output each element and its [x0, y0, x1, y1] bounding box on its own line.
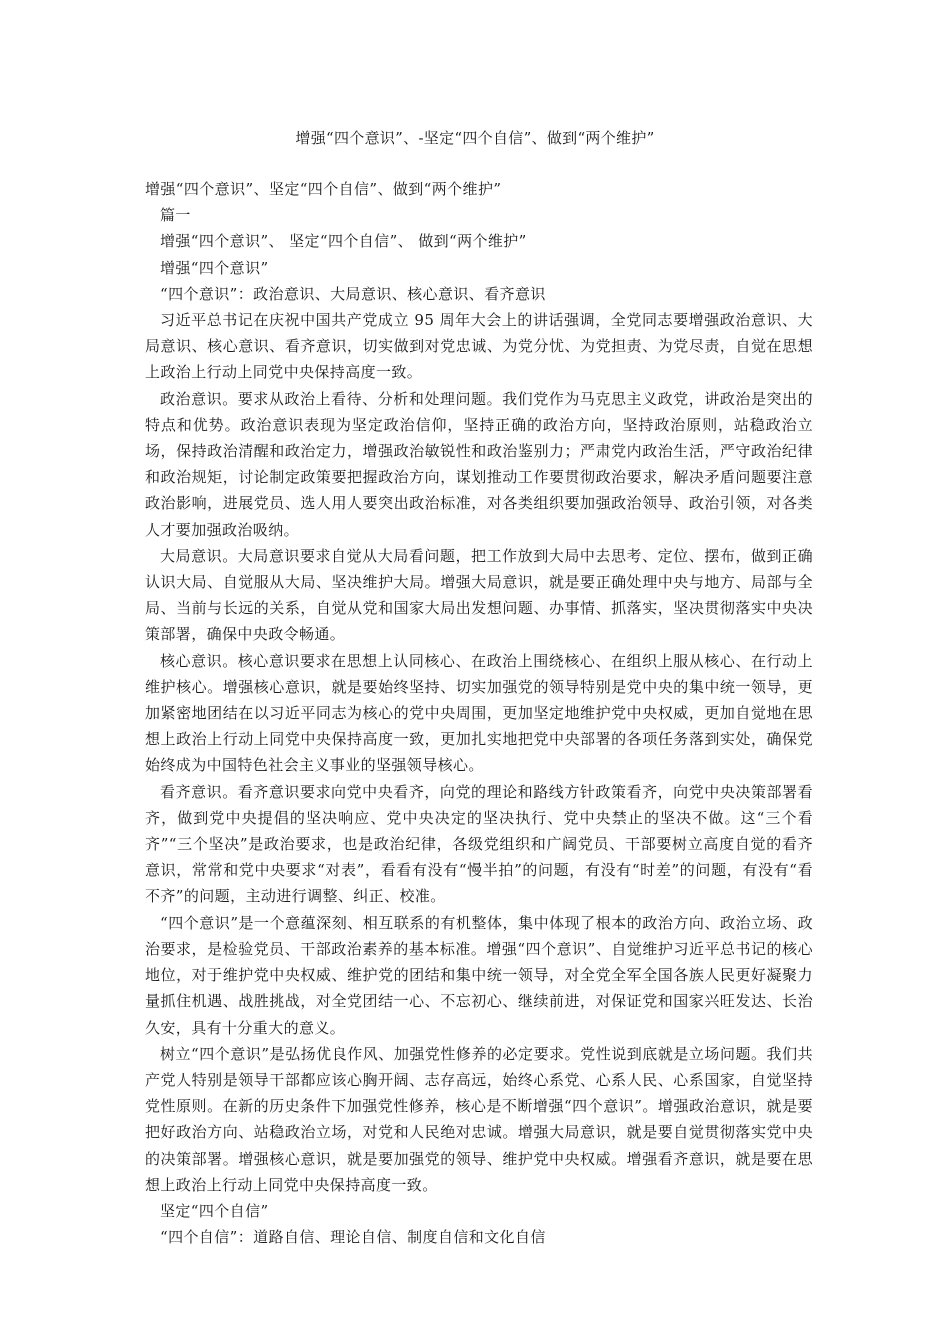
section-label: 篇一: [160, 206, 191, 225]
document-body: [145, 176, 813, 1250]
body-paragraph: 政治意识。要求从政治上看待、分析和处理问题。我们党作为马克思主义政党，讲政治是突出的特点和优势。政治意识表现为坚定政治信仰，坚持正确的政治方向，坚持政治原则，站稳政治立场，保持政治清醒和政治定力，增强政治敏锐性和政治鉴别力；严肃党内政治生活，严守政治纪律和政治规矩，讨论制定政策要把握政治方向，谋划推动工作要贯彻政治要求，解决矛盾问题要注意政治影响，进展党员、选人用人要突出政治标准，对各类组织要加强政治领导、政治引领，对各类人才要加强政治吸纳。: [145, 389, 813, 539]
subheading-four-confidences: 坚定“四个自信”: [160, 1201, 269, 1220]
definition-four-confidences: “四个自信”：道路自信、理论自信、制度自信和文化自信: [160, 1228, 546, 1247]
body-paragraph: “四个意识”是一个意蕴深刻、相互联系的有机整体，集中体现了根本的政治方向、政治立场、政治要求，是检验党员、干部政治素养的基本标准。增强“四个意识”、自觉维护习近平总书记的核心地位，对于维护党中央权威、维护党的团结和集中统一领导，对全党全军全国各族人民更好凝聚力量抓住机遇、战胜挑战，对全党团结一心、不忘初心、继续前进，对保证党和国家兴旺发达、长治久安，具有十分重大的意义。: [145, 913, 813, 1037]
subheading-four-consciousness: 增强“四个意识”: [160, 258, 269, 277]
body-paragraph: 核心意识。核心意识要求在思想上认同核心、在政治上围绕核心、在组织上服从核心、在行动上维护核心。增强核心意识，就是要始终坚持、切实加强党的领导特别是党中央的集中统一领导，更加紧密地团结在以习近平同志为核心的党中央周围，更加坚定地维护党中央权威，更加自觉地在思想上政治上行动上同党中央保持高度一致，更加扎实地把党中央部署的各项任务落到实处，确保党始终成为中国特色社会主义事业的坚强领导核心。: [145, 651, 813, 775]
document-title: 增强“四个意识”、-坚定“四个自信”、做到“两个维护”: [295, 129, 655, 147]
definition-four-consciousness: “四个意识”：政治意识、大局意识、核心意识、看齐意识: [160, 284, 546, 303]
body-paragraph: 大局意识。大局意识要求自觉从大局看问题，把工作放到大局中去思考、定位、摆布，做到正确认识大局、自觉服从大局、坚决维护大局。增强大局意识，就是要正确处理中央与地方、局部与全局、当前与长远的关系，自觉从党和国家大局出发想问题、办事情、抓落实，坚决贯彻落实中央决策部署，确保中央政令畅通。: [145, 546, 813, 644]
heading-main: 增强“四个意识”、坚定“四个自信”、做到“两个维护”: [145, 180, 502, 198]
body-paragraph: 树立“四个意识”是弘扬优良作风、加强党性修养的必定要求。党性说到底就是立场问题。我们共产党人特别是领导干部都应该心胸开阔、志存高远，始终心系党、心系人民、心系国家，自觉坚持党性原则。在新的历史条件下加强党性修养，核心是不断增强“四个意识”。增强政治意识，就是要把好政治方向、站稳政治立场，对党和人民绝对忠诚。增强大局意识，就是要自觉贯彻落实党中央的决策部署。增强核心意识，就是要加强党的领导、维护党中央权威。增强看齐意识，就是要在思想上政治上行动上同党中央保持高度一致。: [145, 1044, 813, 1194]
body-paragraph: 习近平总书记在庆祝中国共产党成立 95 周年大会上的讲话强调，全党同志要增强政治意识、大局意识、核心意识、看齐意识，切实做到对党忠诚、为党分忧、为党担责、为党尽责，自觉在思想上政治上行动上同党中央保持高度一致。: [145, 311, 813, 382]
section-title: 增强“四个意识”、 坚定“四个自信”、 做到“两个维护”: [160, 232, 527, 251]
body-paragraph: 看齐意识。看齐意识要求向党中央看齐，向党的理论和路线方针政策看齐，向党中央决策部署看齐，做到党中央提倡的坚决响应、党中央决定的坚决执行、党中央禁止的坚决不做。这“三个看齐”“三个坚决”是政治要求，也是政治纪律，各级党组织和广阔党员、干部要树立高度自觉的看齐意识，常常和党中央要求“对表”，看看有没有“慢半拍”的问题，有没有“时差”的问题，有没有“看不齐”的问题，主动进行调整、纠正、校准。: [145, 782, 813, 906]
